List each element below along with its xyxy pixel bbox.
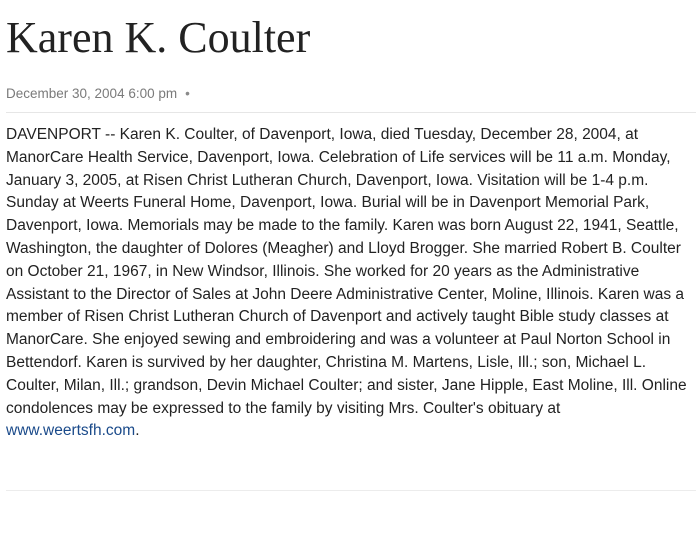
article-meta [6, 86, 190, 101]
article-body [6, 124, 696, 443]
body-trailing-punctuation: . [135, 422, 140, 440]
footer-divider [6, 490, 696, 491]
meta-separator: • [185, 86, 190, 101]
publish-date: December 30, 2004 6:00 pm [6, 86, 178, 101]
body-text: DAVENPORT -- Karen K. Coulter, of Davenport, Iowa, died Tuesday, December 28, 2004, at ManorCare Health Service, Davenport, Iowa. Celebration of Life services will be 11 a.m. Monday, January 3, 2005, at Risen Christ Lutheran Church, Davenport, Iowa. Visitation will be 1-4 p.m. Sunday at Weerts Funeral Home, Davenport, Iowa. Burial will be in Davenport Memorial Park, Davenport, Iowa. Memorials may be made to the family. Karen was born August 22, 1941, Seattle, Washington, the daughter of Dolores (Meagher) and Lloyd Brogger. She married Robert B. Coulter on October 21, 1967, in New Windsor, Illinois. She worked for 20 years as the Administrative Assistant to the Director of Sales at John Deere Administrative Center, Moline, Illinois. Karen was a member of Risen Christ Lutheran Church of Davenport and actively taught Bible study classes at ManorCare. She enjoyed sewing and embroidering and was a volunteer at Paul Norton School in Bettendorf. Karen is survived by her daughter, Christina M. Martens, Lisle, Ill.; son, Michael L. Coulter, Milan, Ill.; grandson, Devin Michael Coulter; and sister, Jane Hipple, East Moline, Ill. Online condolences may be expressed to the family by visiting Mrs. Coulter's obituary at [6, 126, 687, 417]
header-divider [6, 112, 696, 113]
funeral-home-link[interactable]: www.weertsfh.com [6, 422, 136, 440]
article-title: Karen K. Coulter [6, 13, 311, 62]
